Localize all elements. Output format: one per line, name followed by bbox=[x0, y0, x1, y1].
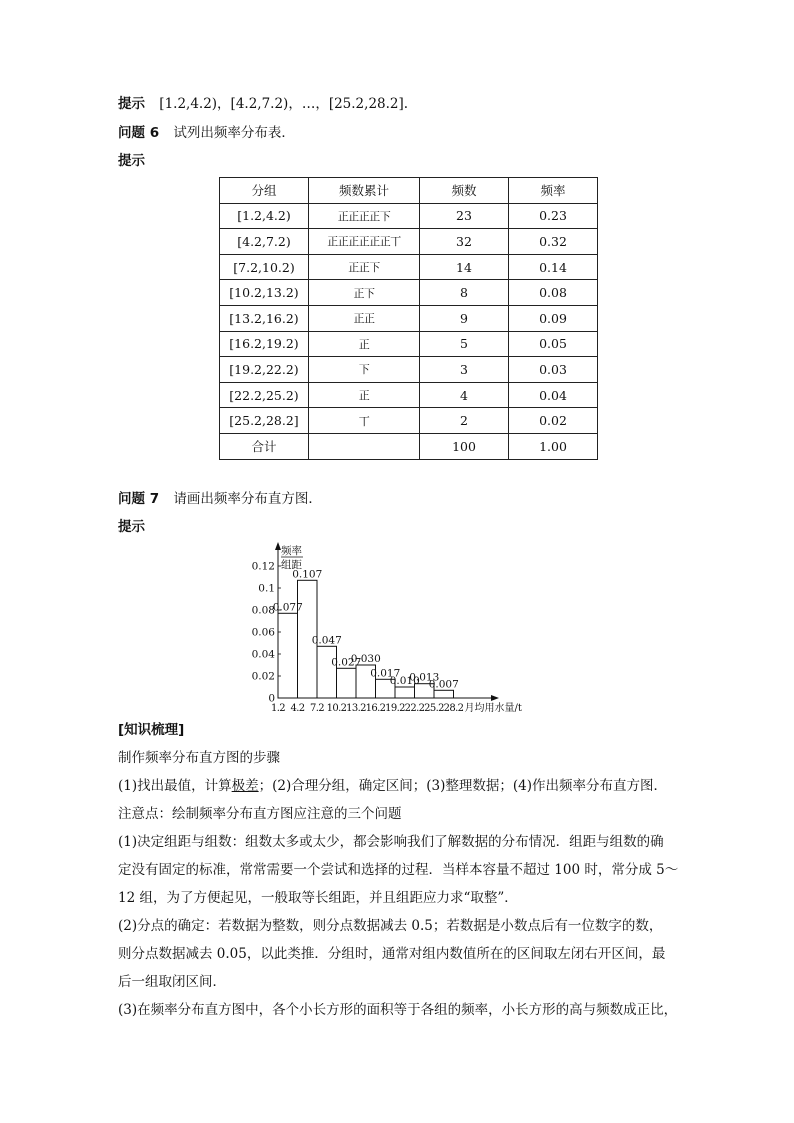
tally-cell: 正正下 bbox=[309, 254, 420, 280]
y-axis-label-bottom: 组距 bbox=[281, 559, 302, 571]
frequency-cell: 0.08 bbox=[509, 280, 598, 306]
x-tick-label: 7.2 bbox=[309, 703, 325, 714]
frequency-cell: 0.23 bbox=[509, 203, 598, 229]
tally-cell: 丅 bbox=[309, 408, 420, 434]
count-cell: 4 bbox=[420, 382, 509, 408]
x-tick-label: 4.2 bbox=[290, 703, 305, 714]
tally-cell: 下 bbox=[309, 357, 420, 383]
count-cell: 2 bbox=[420, 408, 509, 434]
bar-value-label: 0.007 bbox=[428, 678, 459, 691]
x-axis-arrow bbox=[491, 695, 499, 701]
table-row bbox=[220, 280, 598, 306]
intervals-text: [1.2,4.2)，[4.2,7.2)，…，[25.2,28.2]. bbox=[159, 96, 409, 112]
group-cell: [7.2,10.2) bbox=[220, 254, 309, 280]
question-7-text: 请画出频率分布直方图． bbox=[173, 491, 322, 507]
hint-intervals bbox=[118, 95, 408, 113]
bar-value-label: 0.107 bbox=[292, 568, 323, 581]
tally-cell: 正正 bbox=[309, 305, 420, 331]
group-cell: [13.2,16.2) bbox=[220, 305, 309, 331]
frequency-cell: 0.14 bbox=[509, 254, 598, 280]
table-row bbox=[220, 408, 598, 434]
tally-cell: 正下 bbox=[309, 280, 420, 306]
table-header-cell: 频率 bbox=[509, 178, 598, 204]
question-6 bbox=[118, 124, 295, 142]
table-row bbox=[220, 331, 598, 357]
question-6-text: 试列出频率分布表． bbox=[173, 125, 295, 141]
x-tick-label: 19.2 bbox=[385, 703, 405, 714]
y-tick-label: 0.12 bbox=[251, 560, 275, 573]
histogram-bar bbox=[434, 690, 454, 698]
jicha-term: 极差 bbox=[231, 778, 259, 794]
hint-7-label: 提示 bbox=[118, 519, 145, 535]
frequency-cell: 0.32 bbox=[509, 229, 598, 255]
question-6-label: 问题 6 bbox=[118, 125, 160, 141]
x-tick-label: 13.2 bbox=[346, 703, 366, 714]
x-tick-label: 16.2 bbox=[365, 703, 386, 714]
histogram-bar bbox=[278, 613, 298, 698]
table-row bbox=[220, 382, 598, 408]
bar-value-label: 0.010 bbox=[389, 675, 420, 687]
hint-6-label: 提示 bbox=[118, 153, 145, 169]
bar-value-label: 0.047 bbox=[311, 634, 342, 647]
frequency-cell: 0.05 bbox=[509, 331, 598, 357]
tally-cell bbox=[309, 433, 420, 459]
bar-value-label: 0.013 bbox=[409, 671, 440, 684]
count-cell: 5 bbox=[420, 331, 509, 357]
paragraph-1-line-3: 12 组，为了方便起见，一般取等长组距，并且组距应力求“取整”． bbox=[118, 890, 518, 906]
y-tick-label: 0.1 bbox=[258, 582, 275, 595]
count-cell: 8 bbox=[420, 280, 509, 306]
x-tick-label: 1.2 bbox=[270, 703, 286, 714]
bar-value-label: 0.030 bbox=[350, 653, 381, 665]
x-tick-label: 22.2 bbox=[404, 703, 425, 714]
group-cell: [4.2,7.2) bbox=[220, 229, 309, 255]
group-cell: 合计 bbox=[220, 433, 309, 459]
frequency-cell: 0.04 bbox=[509, 382, 598, 408]
question-7 bbox=[118, 490, 322, 508]
bar-value-label: 0.027 bbox=[331, 656, 362, 669]
count-cell: 9 bbox=[420, 305, 509, 331]
knowledge-section bbox=[118, 716, 688, 1024]
tally-cell: 正正正正下 bbox=[309, 203, 420, 229]
table-row bbox=[220, 203, 598, 229]
group-cell: [25.2,28.2] bbox=[220, 408, 309, 434]
y-tick-label: 0.08 bbox=[251, 604, 275, 617]
table-row bbox=[220, 357, 598, 383]
paragraph-2-line-2: 则分点数据减去 0.05，以此类推．分组时，通常对组内数值所在的区间取左闭右开区间，最 bbox=[118, 946, 666, 962]
group-cell: [10.2,13.2) bbox=[220, 280, 309, 306]
histogram-bar bbox=[337, 668, 357, 698]
paragraph-2-line-3: 后一组取闭区间． bbox=[118, 974, 226, 990]
frequency-histogram bbox=[251, 540, 555, 715]
group-cell: [22.2,25.2) bbox=[220, 382, 309, 408]
frequency-table bbox=[219, 177, 598, 460]
frequency-cell: 0.02 bbox=[509, 408, 598, 434]
count-cell: 23 bbox=[420, 203, 509, 229]
note-title: 注意点：绘制频率分布直方图应注意的三个问题 bbox=[118, 806, 402, 822]
frequency-cell: 1.00 bbox=[509, 433, 598, 459]
steps-text: (1)找出最值，计算极差；(2)合理分组，确定区间；(3)整理数据；(4)作出频率分布直方图． bbox=[118, 778, 667, 794]
tally-cell: 正 bbox=[309, 382, 420, 408]
tally-cell: 正 bbox=[309, 331, 420, 357]
count-cell: 14 bbox=[420, 254, 509, 280]
table-header-row bbox=[220, 178, 598, 204]
table-row bbox=[220, 433, 598, 459]
histogram-bar bbox=[395, 687, 415, 698]
frequency-cell: 0.03 bbox=[509, 357, 598, 383]
y-axis-label-top: 频率 bbox=[281, 545, 302, 557]
question-7-label: 问题 7 bbox=[118, 491, 160, 507]
x-tick-label: 28.2 bbox=[443, 703, 464, 714]
table-header-cell: 频数 bbox=[420, 178, 509, 204]
table-header-cell: 频数累计 bbox=[309, 178, 420, 204]
count-cell: 100 bbox=[420, 433, 509, 459]
paragraph-2-line-1: (2)分点的确定：若数据为整数，则分点数据减去 0.5；若数据是小数点后有一位数字的数， bbox=[118, 918, 663, 934]
paragraph-3-line-1: (3)在频率分布直方图中，各个小长方形的面积等于各组的频率，小长方形的高与频数成正比， bbox=[118, 1002, 678, 1018]
knowledge-heading: [知识梳理] bbox=[118, 722, 185, 738]
y-tick-label: 0.02 bbox=[251, 670, 275, 683]
paragraph-1-line-2: 定没有固定的标准，常常需要一个尝试和选择的过程．当样本容量不超过 100 时，常分成 5～ bbox=[118, 862, 679, 878]
hint-label: 提示 bbox=[118, 96, 145, 112]
group-cell: [1.2,4.2) bbox=[220, 203, 309, 229]
histogram-bar bbox=[317, 646, 337, 698]
count-cell: 3 bbox=[420, 357, 509, 383]
group-cell: [19.2,22.2) bbox=[220, 357, 309, 383]
x-tick-label: 10.2 bbox=[326, 703, 347, 714]
count-cell: 32 bbox=[420, 229, 509, 255]
table-row bbox=[220, 229, 598, 255]
table-row bbox=[220, 254, 598, 280]
x-axis-label: 月均用水量/t bbox=[464, 703, 522, 714]
x-tick-label: 25.2 bbox=[424, 703, 444, 714]
group-cell: [16.2,19.2) bbox=[220, 331, 309, 357]
table-row bbox=[220, 305, 598, 331]
paragraph-1-line-1: (1)决定组距与组数：组数太多或太少，都会影响我们了解数据的分布情况．组距与组数的确 bbox=[118, 834, 664, 850]
y-tick-label: 0 bbox=[268, 692, 275, 705]
y-tick-label: 0.06 bbox=[251, 626, 275, 639]
frequency-cell: 0.09 bbox=[509, 305, 598, 331]
table-header-cell: 分组 bbox=[220, 178, 309, 204]
bar-value-label: 0.077 bbox=[272, 601, 303, 614]
bar-value-label: 0.017 bbox=[370, 667, 401, 680]
y-tick-label: 0.04 bbox=[251, 648, 275, 661]
steps-title: 制作频率分布直方图的步骤 bbox=[118, 750, 280, 766]
tally-cell: 正正正正正正丅 bbox=[309, 229, 420, 255]
